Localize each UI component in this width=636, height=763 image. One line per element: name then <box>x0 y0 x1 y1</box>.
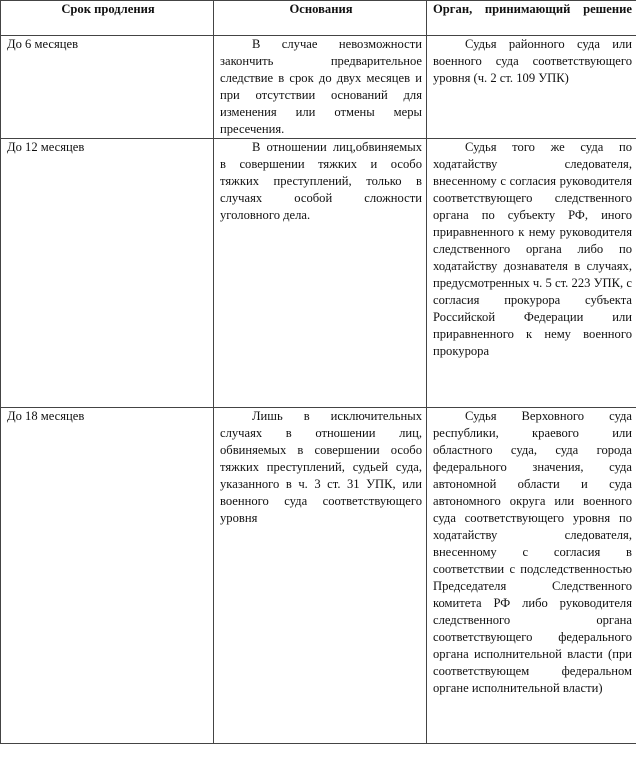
authority-text: Судья того же суда по ходатайству следователя, внесенному с согласия руководителя соответствующего следственного органа по субъекту РФ, иного приравненного к нему руководителя следственного органа либо по ходатайству дознавателя в случаях, предусмотренных ч. 5 ст. 223 УПК, с согласия прокурора субъекта Российской Федерации или приравненного к нему военного прокурора <box>433 140 632 358</box>
cell-authority <box>427 139 636 408</box>
cell-period: До 6 месяцев <box>1 36 214 139</box>
table-body <box>1 36 636 744</box>
table-row <box>1 139 636 408</box>
cell-grounds <box>214 36 427 139</box>
cell-period: До 12 месяцев <box>1 139 214 408</box>
header-row <box>1 1 636 36</box>
cell-grounds <box>214 139 427 408</box>
authority-text: Судья районного суда или военного суда соответствующего уровня (ч. 2 ст. 109 УПК) <box>433 37 632 85</box>
cell-period: До 18 месяцев <box>1 408 214 744</box>
header-period: Срок продления <box>1 1 214 36</box>
table-header <box>1 1 636 36</box>
cell-grounds <box>214 408 427 744</box>
authority-text: Судья Верховного суда республики, краевого или областного суда, суда города федерального значения, суда автономной области и суда автономного округа или военного суда соответствующего уровня по ходатайству следователя, внесенному с согласия в соответствии с подследственностью Председателя Следственного комитета РФ либо руководителя следственного органа соответствующего федерального органа исполнительной власти (при соответствующем федеральном органе исполнительной власти) <box>433 409 632 695</box>
table-row <box>1 408 636 744</box>
grounds-text: В случае невозможности закончить предварительное следствие в срок до двух месяцев и при отсутствии оснований для изменения или отмены меры пресечения. <box>220 37 422 136</box>
cell-authority <box>427 36 636 139</box>
grounds-text: Лишь в исключительных случаях в отношении лиц, обвиняемых в совершении особо тяжких преступлений, судьей суда, указанного в ч. 3 ст. 31 УПК, или военного суда соответствующего уровня <box>220 409 422 525</box>
grounds-text: В отношении лиц,обвиняемых в совершении тяжких и особо тяжких преступлений, только в случаях особой сложности уголовного дела. <box>220 140 422 222</box>
header-authority: Орган, принимающий решение <box>427 1 636 36</box>
table-row <box>1 36 636 139</box>
header-grounds: Основания <box>214 1 427 36</box>
cell-authority <box>427 408 636 744</box>
